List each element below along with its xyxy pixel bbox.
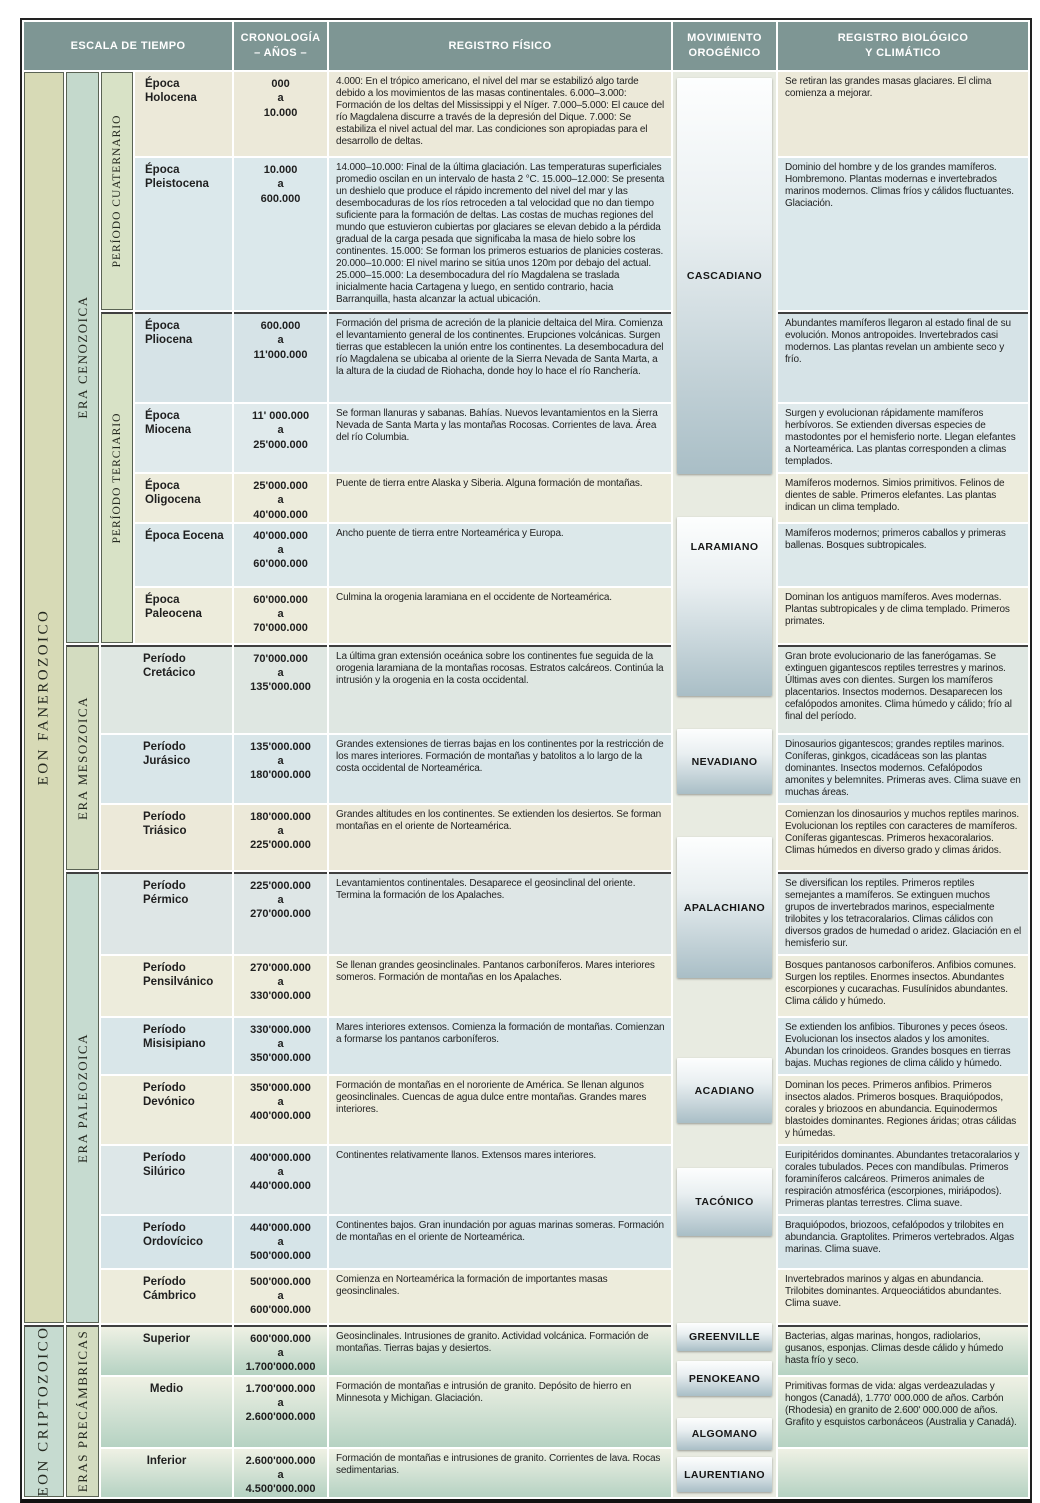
- physical-record-cell: Formación de montañas e intrusión de granito. Depósito de hierro en Minnesota y Michigan. Glaciación.: [329, 1377, 671, 1447]
- chronology-cell: 600.000 a 11'000.000: [234, 312, 327, 402]
- biological-record-cell: Bosques pantanosos carboníferos. Anfibios comunes. Surgen los reptiles. Enormes insectos. Abundantes escorpiones y cucarachas. Fusulínidos abundantes. Clima cálido y húmedo.: [778, 956, 1028, 1016]
- physical-record-cell: La última gran extensión oceánica sobre los continentes fue seguida de la orogenia laramiana de la montañas rocosas. Estratos calcáreos. Continúa la intrusión y la orogenia en la costa occidental.: [329, 645, 671, 733]
- period-name-cell: Período Triásico: [101, 805, 232, 870]
- header-cronologia: [234, 22, 327, 70]
- biological-record-cell: Euripitéridos dominantes. Abundantes tretacoralarios y corales tubulados. Peces con mandíbulas. Primeros foraminíferos calcáreos. Primeros animales de respiración atmosférica (escorpiones, miriápodos). Primeras plantas terrestres. Clima suave.: [778, 1146, 1028, 1214]
- physical-record-cell: Puente de tierra entre Alaska y Siberia. Alguna formación de montañas.: [329, 474, 671, 522]
- row-silurico: [24, 1146, 1028, 1214]
- biological-record-cell: Se diversifican los reptiles. Primeros reptiles semejantes a mamíferos. Se extinguen muchos grupos de invertebrados marinos, especialmente trilobites y los tetracoralarios. Climas cálidos con diversos grados de humedad o aridez. Glaciación en el hemisferio sur.: [778, 872, 1028, 954]
- orogenic-block-greenville: GREENVILLE: [677, 1323, 772, 1351]
- biological-record-cell: Bacterias, algas marinas, hongos, radiolarios, gusanos, esponjas. Climas desde cálido y húmedo hasta frío y seco.: [778, 1325, 1028, 1375]
- row-jurasico: [24, 735, 1028, 803]
- epoch-name-cell: Época Pleistocena: [135, 158, 232, 310]
- periodo-cuaternario-cell: [101, 72, 133, 310]
- biological-record-cell: [778, 1449, 1028, 1497]
- row-paleocena: [24, 588, 1028, 643]
- biological-record-cell: Se extienden los anfibios. Tiburones y peces óseos. Evolucionan los insectos alados y los amonites. Abundan los crinoideos. Grandes bosques en tierras bajas. Muchas regiones de clima cálido y húmedo.: [778, 1018, 1028, 1074]
- biological-record-cell: Comienzan los dinosaurios y muchos reptiles marinos. Evolucionan los reptiles con caracteres de mamíferos. Coníferas gigantescas. Primeros hexacoralarios. Climas húmedos en diverso grado y climas áridos.: [778, 805, 1028, 870]
- row-precambrico-inferior: [24, 1449, 1028, 1497]
- period-name-cell: Período Pensilvánico: [101, 956, 232, 1016]
- period-name-cell: Período Ordovícico: [101, 1216, 232, 1268]
- eras-precambricas-cell: [66, 1325, 99, 1497]
- row-triasico: [24, 805, 1028, 870]
- subdivision-name-cell: Medio: [101, 1377, 232, 1447]
- row-cambrico: [24, 1270, 1028, 1323]
- era-mesozoica-cell: [66, 645, 99, 870]
- periodo-terciario-cell: [101, 312, 133, 643]
- physical-record-cell: Formación del prisma de acreción de la planicie deltaica del Mira. Comienza el levantamiento general de los continentes. Erupciones volcánicas. Surgen tierras que establecen la unión entre los continentes. La desembocadura del río Magdalena se ubicaba al oriente de la Sierra Nevada de Santa Marta, a la altura de la ciudad de Riohacha, donde hoy lo hace el río Ranchería.: [329, 312, 671, 402]
- physical-record-cell: Levantamientos continentales. Desaparece el geosinclinal del oriente. Termina la formación de los Apalaches.: [329, 872, 671, 954]
- period-name-cell: Período Misisipiano: [101, 1018, 232, 1074]
- header-escala-de-tiempo: ESCALA DE TIEMPO: [24, 22, 232, 70]
- biological-record-cell: Surgen y evolucionan rápidamente mamíferos herbívoros. Se extienden diversas especies de mastodontes por el hemisferio norte. Llegan elefantes a Norteamérica. Las plantas corresponden a climas templados.: [778, 404, 1028, 472]
- biological-record-cell: Abundantes mamíferos llegaron al estado final de su evolución. Monos antropoides. Invertebrados casi modernos. Las plantas revelan un ambiente seco y frío.: [778, 312, 1028, 402]
- physical-record-cell: 14.000–10.000: Final de la última glaciación. Las temperaturas superficiales promedio oscilan en un intervalo de hasta 2 °C. 15.000–12.000: Se presenta un deshielo que produce el rápido incremento del nivel del mar y las desembocaduras de los ríos retroceden a tal velocidad que no dan tiempo suficiente para la formación de deltas. Las costas de muchas regiones del mundo que estuvieron cubiertas por glaciares se elevan debido a la pérdida gradual de la carga pesada que significaba la masa de hielo sobre los continentes. 15.000: Se forman los primeros estuarios de planicies costeras. 20.000–10.000: El nivel marino se sitúa unos 120m por debajo del actual. 25.000–15.000: La desembocadura del río Magdalena se traslada inicialmente hacia Cartagena y luego, en sentido contrario, hacia Barranquilla, hasta alcanzar la actual ubicación.: [329, 158, 671, 310]
- row-cretacico: [24, 645, 1028, 733]
- epoch-name-cell: Época Holocena: [135, 72, 232, 156]
- physical-record-cell: Se llenan grandes geosinclinales. Pantanos carboníferos. Mares interiores someros. Formación de montañas en los Apalaches.: [329, 956, 671, 1016]
- row-permico: [24, 872, 1028, 954]
- period-name-cell: Período Pérmico: [101, 872, 232, 954]
- header-registro-biologico: [778, 22, 1028, 70]
- physical-record-cell: Mares interiores extensos. Comienza la formación de montañas. Comienzan a formarse los pantanos carboníferos.: [329, 1018, 671, 1074]
- chronology-cell: 11' 000.000 a 25'000.000: [234, 404, 327, 472]
- eon-fanerozoico-cell: [24, 72, 64, 1323]
- row-pliocena: [24, 312, 1028, 402]
- chronology-cell: 440'000.000 a 500'000.000: [234, 1216, 327, 1268]
- physical-record-cell: Continentes bajos. Gran inundación por aguas marinas someras. Formación de montañas en el oriente de Norteamérica.: [329, 1216, 671, 1268]
- orogenic-block-algomano: ALGOMANO: [677, 1418, 772, 1449]
- subdivision-name-cell: Superior: [101, 1325, 232, 1375]
- geologic-time-table: [22, 20, 1030, 1499]
- row-misisipiano: [24, 1018, 1028, 1074]
- biological-record-cell: Mamíferos modernos; primeros caballos y primeras ballenas. Bosques subtropicales.: [778, 524, 1028, 586]
- period-name-cell: Período Silúrico: [101, 1146, 232, 1214]
- header-cronologia-line1: CRONOLOGÍA: [240, 32, 321, 45]
- row-oligocena: [24, 474, 1028, 522]
- chronology-cell: 60'000.000 a 70'000.000: [234, 588, 327, 643]
- row-pleistocena: [24, 158, 1028, 310]
- chronology-cell: 270'000.000 a 330'000.000: [234, 956, 327, 1016]
- chronology-cell: 500'000.000 a 600'000.000: [234, 1270, 327, 1323]
- row-precambrico-superior: [24, 1325, 1028, 1375]
- header-orogenico-line1: MOVIMIENTO: [687, 32, 762, 45]
- chronology-cell: 400'000.000 a 440'000.000: [234, 1146, 327, 1214]
- header-orogenico-line2: OROGÉNICO: [688, 47, 761, 59]
- header-biologico-line2: Y CLIMÁTICO: [865, 47, 941, 59]
- row-ordovicico: [24, 1216, 1028, 1268]
- chronology-cell: 25'000.000 a 40'000.000: [234, 474, 327, 522]
- biological-record-cell: Dominan los peces. Primeros anfibios. Primeros insectos alados. Primeros bosques. Braquiópodos, corales y briozoos en abundancia. Equinodermos blastoides dominantes. Regiones áridas; otras cálidas y húmedas.: [778, 1076, 1028, 1144]
- physical-record-cell: Culmina la orogenia laramiana en el occidente de Norteamérica.: [329, 588, 671, 643]
- orogenic-movement-column: [673, 72, 776, 1497]
- biological-record-cell: Gran brote evolucionario de las fanerógamas. Se extinguen gigantescos reptiles terrestres y marinos. Últimas aves con dientes. Surgen los mamíferos placentarios. Insectos modernos. Desaparecen los cefalópodos amonites. Clima húmedo y cálido; frío al final del período.: [778, 645, 1028, 733]
- subdivision-name-cell: Inferior: [101, 1449, 232, 1497]
- chronology-cell: 600'000.000 a 1.700'000.000: [234, 1325, 327, 1375]
- period-name-cell: Período Devónico: [101, 1076, 232, 1144]
- row-holocena: [24, 72, 1028, 156]
- epoch-name-cell: Época Miocena: [135, 404, 232, 472]
- header-row: [24, 22, 1028, 70]
- orogenic-block-nevadiano: NEVADIANO: [677, 729, 772, 795]
- epoch-name-cell: Época Pliocena: [135, 312, 232, 402]
- biological-record-cell: Invertebrados marinos y algas en abundancia. Trilobites dominantes. Arqueociátidos abundantes. Clima suave.: [778, 1270, 1028, 1323]
- chronology-cell: 330'000.000 a 350'000.000: [234, 1018, 327, 1074]
- physical-record-cell: 4.000: En el trópico americano, el nivel del mar se estabilizó algo tarde debido a los movimientos de las masas continentales. 6.000–3.000: Formación de los deltas del Mississippi y el Níger. 7.000–5.000: El cauce del río Magdalena discurre a través de la depresión del Dique. 7.000: Se estabiliza el nivel actual del mar. Las condiciones son apropiadas para el desarrollo de deltas.: [329, 72, 671, 156]
- header-cronologia-line2: – AÑOS –: [254, 47, 307, 59]
- period-name-cell: Período Cámbrico: [101, 1270, 232, 1323]
- chronology-cell: 180'000.000 a 225'000.000: [234, 805, 327, 870]
- physical-record-cell: Se forman llanuras y sabanas. Bahías. Nuevos levantamientos en la Sierra Nevada de Santa Marta y las montañas Rocosas. Corrientes de lava. Área del río Columbia.: [329, 404, 671, 472]
- biological-record-cell: Dominan los antiguos mamíferos. Aves modernas. Plantas subtropicales y de clima templado. Primeros primates.: [778, 588, 1028, 643]
- biological-record-cell: Mamíferos modernos. Simios primitivos. Felinos de dientes de sable. Primeros elefantes. Las plantas indican un clima templado.: [778, 474, 1028, 522]
- biological-record-cell: Primitivas formas de vida: algas verdeazuladas y hongos (Canadá), 1.770' 000.000 de años. Carbón (Rhodesia) en granito de 2.600' 000.000 de años. Grafito y esquistos carbonáceos (Australia y Canadá).: [778, 1377, 1028, 1447]
- physical-record-cell: Comienza en Norteamérica la formación de importantes masas geosinclinales.: [329, 1270, 671, 1323]
- orogenic-block-apalachiano: APALACHIANO: [677, 837, 772, 978]
- row-precambrico-medio: [24, 1377, 1028, 1447]
- header-biologico-line1: REGISTRO BIOLÓGICO: [837, 32, 969, 45]
- era-mesozoica-label: ERA MESOZOICA: [74, 695, 90, 820]
- chronology-cell: 135'000.000 a 180'000.000: [234, 735, 327, 803]
- epoch-name-cell: Época Paleocena: [135, 588, 232, 643]
- biological-record-cell: Dinosaurios gigantescos; grandes reptiles marinos. Coníferas, ginkgos, cicadáceas son las plantas dominantes. Insectos modernos. Cefalópodos amonites y belemnites. Primeras aves. Clima suave en muchas áreas.: [778, 735, 1028, 803]
- header-movimiento-orogenico: [673, 22, 776, 70]
- period-name-cell: Período Cretácico: [101, 645, 232, 733]
- biological-record-cell: Dominio del hombre y de los grandes mamíferos. Hombremono. Plantas modernas e invertebrados marinos modernos. Climas fríos y cálidos fluctuantes. Glaciación.: [778, 158, 1028, 310]
- periodo-cuaternario-label: PERÍODO CUATERNARIO: [111, 114, 123, 268]
- chronology-cell: 225'000.000 a 270'000.000: [234, 872, 327, 954]
- periodo-terciario-label: PERÍODO TERCIARIO: [111, 412, 123, 544]
- orogenic-block-taconico: TACÓNICO: [677, 1168, 772, 1236]
- chronology-cell: 10.000 a 600.000: [234, 158, 327, 310]
- chronology-cell: 1.700'000.000 a 2.600'000.000: [234, 1377, 327, 1447]
- eras-precambricas-label: ERAS PRECÁMBRICAS: [74, 1330, 90, 1493]
- biological-record-cell: Braquiópodos, briozoos, cefalópodos y trilobites en abundancia. Graptolites. Primeros vertebrados. Algas marinas. Clima suave.: [778, 1216, 1028, 1268]
- era-paleozoica-cell: [66, 872, 99, 1323]
- chronology-cell: 70'000.000 a 135'000.000: [234, 645, 327, 733]
- row-pensilvanico: [24, 956, 1028, 1016]
- header-registro-fisico: REGISTRO FÍSICO: [329, 22, 671, 70]
- physical-record-cell: Formación de montañas en el nororiente de América. Se llenan algunos geosinclinales. Cuencas de agua dulce entre montañas. Grandes mares interiores.: [329, 1076, 671, 1144]
- biological-record-cell: Se retiran las grandes masas glaciares. El clima comienza a mejorar.: [778, 72, 1028, 156]
- era-cenozoica-label: ERA CENOZOICA: [74, 295, 90, 420]
- eon-fanerozoico-label: EON FANEROZOICO: [35, 609, 52, 786]
- chronology-cell: 40'000.000 a 60'000.000: [234, 524, 327, 586]
- chronology-cell: 350'000.000 a 400'000.000: [234, 1076, 327, 1144]
- orogenic-block-penokeano: PENOKEANO: [677, 1361, 772, 1395]
- physical-record-cell: Geosinclinales. Intrusiones de granito. Actividad volcánica. Formación de montañas. Tierras bajas y desiertos.: [329, 1325, 671, 1375]
- orogenic-block-cascadiano: CASCADIANO: [677, 78, 772, 474]
- chronology-cell: 2.600'000.000 a 4.500'000.000: [234, 1449, 327, 1497]
- period-name-cell: Período Jurásico: [101, 735, 232, 803]
- epoch-name-cell: Época Eocena: [135, 524, 232, 586]
- geologic-time-chart: [20, 18, 1032, 1503]
- row-miocena: [24, 404, 1028, 472]
- epoch-name-cell: Época Oligocena: [135, 474, 232, 522]
- physical-record-cell: Grandes altitudes en los continentes. Se extienden los desiertos. Se forman montañas en el oriente de Norteamérica.: [329, 805, 671, 870]
- physical-record-cell: Continentes relativamente llanos. Extensos mares interiores.: [329, 1146, 671, 1214]
- orogenic-block-acadiano: ACADIANO: [677, 1058, 772, 1124]
- eon-criptozoico-label: EON CRIPTOZOICO: [35, 1325, 52, 1497]
- physical-record-cell: Grandes extensiones de tierras bajas en los continentes por la restricción de los mares interiores. Formación de montañas y batolitos a lo largo de la costa occidental de Norteamérica.: [329, 735, 671, 803]
- era-paleozoica-label: ERA PALEOZOICA: [74, 1032, 90, 1163]
- physical-record-cell: Formación de montañas e intrusiones de granito. Corrientes de lava. Rocas sedimentarias.: [329, 1449, 671, 1497]
- orogenic-block-laurentiano: LAURENTIANO: [677, 1457, 772, 1493]
- physical-record-cell: Ancho puente de tierra entre Norteamérica y Europa.: [329, 524, 671, 586]
- eon-criptozoico-cell: [24, 1325, 64, 1497]
- orogenic-track: [673, 72, 776, 1497]
- chronology-cell: 000 a 10.000: [234, 72, 327, 156]
- row-eocena: [24, 524, 1028, 586]
- orogenic-block-laramiano: LARAMIANO: [677, 517, 772, 697]
- era-cenozoica-cell: [66, 72, 99, 643]
- row-devonico: [24, 1076, 1028, 1144]
